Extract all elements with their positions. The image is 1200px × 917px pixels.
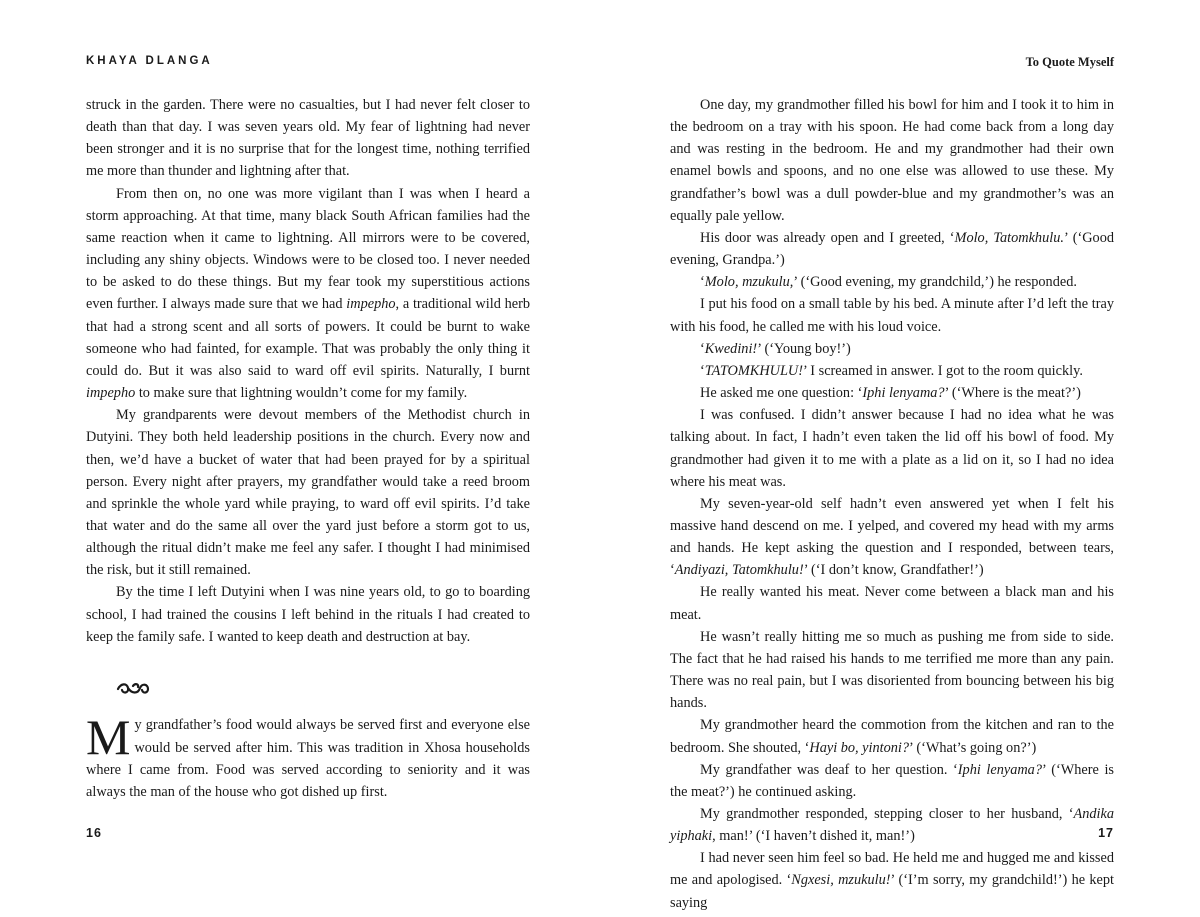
paragraph: I had never seen him feel so bad. He held me and hugged me and kissed me and apologised. ‘Ngxesi, mzukulu!’ (‘I’m sorry, my grandchild!’) he kept saying xyxy=(670,850,1114,911)
paragraph: I put his food on a small table by his bed. A minute after I’d left the tray with his food, he called me with his loud voice. xyxy=(670,296,1114,335)
paragraph: He asked me one question: ‘Iphi lenyama?’ (‘Where is the meat?’) xyxy=(700,385,1081,402)
paragraph: My grandparents were devout members of the Methodist church in Dutyini. They both held leadership positions in the church. Every now and then, we’d have a bucket of water that had been prayed for by a spiritual person. Every night after prayers, my grandfather would take a reed broom and sprinkle the whole yard while praying, to ward off evil spirits. I’d take that water and do the same all over the yard just before a storm got to us, although the ritual didn’t make me feel any safer. I thought I had minimised the risk, but it still remained. xyxy=(86,407,530,579)
section-ornament-icon xyxy=(116,682,150,700)
paragraph: struck in the garden. There were no casualties, but I had never felt closer to death than that day. I was seven years old. My fear of lightning had never been stronger and it is no surprise that for the longest time, nothing terrified me more than thunder and lightning after that. xyxy=(86,97,530,180)
running-head-title: To Quote Myself xyxy=(1025,55,1114,69)
paragraph: He wasn’t really hitting me so much as pushing me from side to side. The fact that he had raised his hands to me terrified me more than any pain. There was no real pain, but I was disoriented from bouncing between his big hands. xyxy=(670,628,1114,712)
paragraph: ‘Kwedini!’ (‘Young boy!’) xyxy=(700,340,851,357)
left-text-block xyxy=(86,94,530,803)
paragraph: I was confused. I didn’t answer because I had no idea what he was talking about. In fact, I hadn’t even taken the lid off his bowl of food. My grandmother had given it to me with a plate as a lid on it, so I had no idea where his meat was. xyxy=(670,407,1114,490)
paragraph: By the time I left Dutyini when I was nine years old, to go to boarding school, I had trained the cousins I left behind in the rituals I had created to keep the family safe. I wanted to keep death and destruction at bay. xyxy=(86,584,530,645)
paragraph: ‘Molo, mzukulu,’ (‘Good evening, my grandchild,’) he responded. xyxy=(700,274,1077,291)
paragraph: From then on, no one was more vigilant than I was when I heard a storm approaching. At that time, many black South African families had the same reaction when it came to lightning. All mirrors were to be covered, including any shiny objects. Windows were to be closed too. I never needed to be asked to do these things. But my fear took my superstitious actions even further. I always made sure that we had impepho, a traditional wild herb that had a strong scent and all sorts of powers. It could be burnt to wake someone who had fainted, for example. That was probably the only thing it could do. But it was also said to ward off evil spirits. Naturally, I burnt impepho to make sure that lightning wouldn’t come for my family. xyxy=(86,185,530,402)
paragraph: He really wanted his meat. Never come between a black man and his meat. xyxy=(670,584,1114,623)
page-number: 17 xyxy=(1098,826,1114,840)
page-number: 16 xyxy=(86,826,102,840)
paragraph: One day, my grandmother filled his bowl for him and I took it to him in the bedroom on a tray with his spoon. He had come back from a long day and was resting in the bedroom. He and my grandmother had their own enamel bowls and spoons, and no one else was allowed to use these. My grandfather’s bowl was a dull powder-blue and my grandmother’s was an equally pale yellow. xyxy=(670,97,1114,224)
running-head-author: KHAYA DLANGA xyxy=(86,55,213,67)
paragraph: My grandfather was deaf to her question. ‘Iphi lenyama?’ (‘Where is the meat?’) he continued asking. xyxy=(670,761,1114,800)
paragraph: My grandmother heard the commotion from the kitchen and ran to the bedroom. She shouted, ‘Hayi bo, yintoni?’ (‘What’s going on?’) xyxy=(670,717,1114,756)
paragraph: ‘TATOMKHULU!’ I screamed in answer. I got to the room quickly. xyxy=(700,362,1083,379)
paragraph: My grandmother responded, stepping closer to her husband, ‘Andika yiphaki, man!’ (‘I haven’t dished it, man!’) xyxy=(670,806,1114,845)
paragraph: His door was already open and I greeted, ‘Molo, Tatomkhulu.’ (‘Good evening, Grandpa.’) xyxy=(670,229,1114,269)
drop-cap: M xyxy=(86,709,131,766)
paragraph: My seven-year-old self hadn’t even answered yet when I felt his massive hand descend on me. I yelped, and covered my head with my arms and hands. He kept asking the question and I responded, between tears, ‘Andiyazi, Tatomkhulu!’ (‘I don’t know, Grandfather!’) xyxy=(670,495,1114,579)
section-break xyxy=(86,648,530,714)
section-opening-paragraph: My grandfather’s food would always be served first and everyone else would be served after him. This was tradition in Xhosa households where I came from. Food was served according to seniority and it was always the man of the house who got dished up first. xyxy=(86,709,530,800)
right-page xyxy=(600,0,1200,917)
right-text-block xyxy=(670,94,1114,914)
